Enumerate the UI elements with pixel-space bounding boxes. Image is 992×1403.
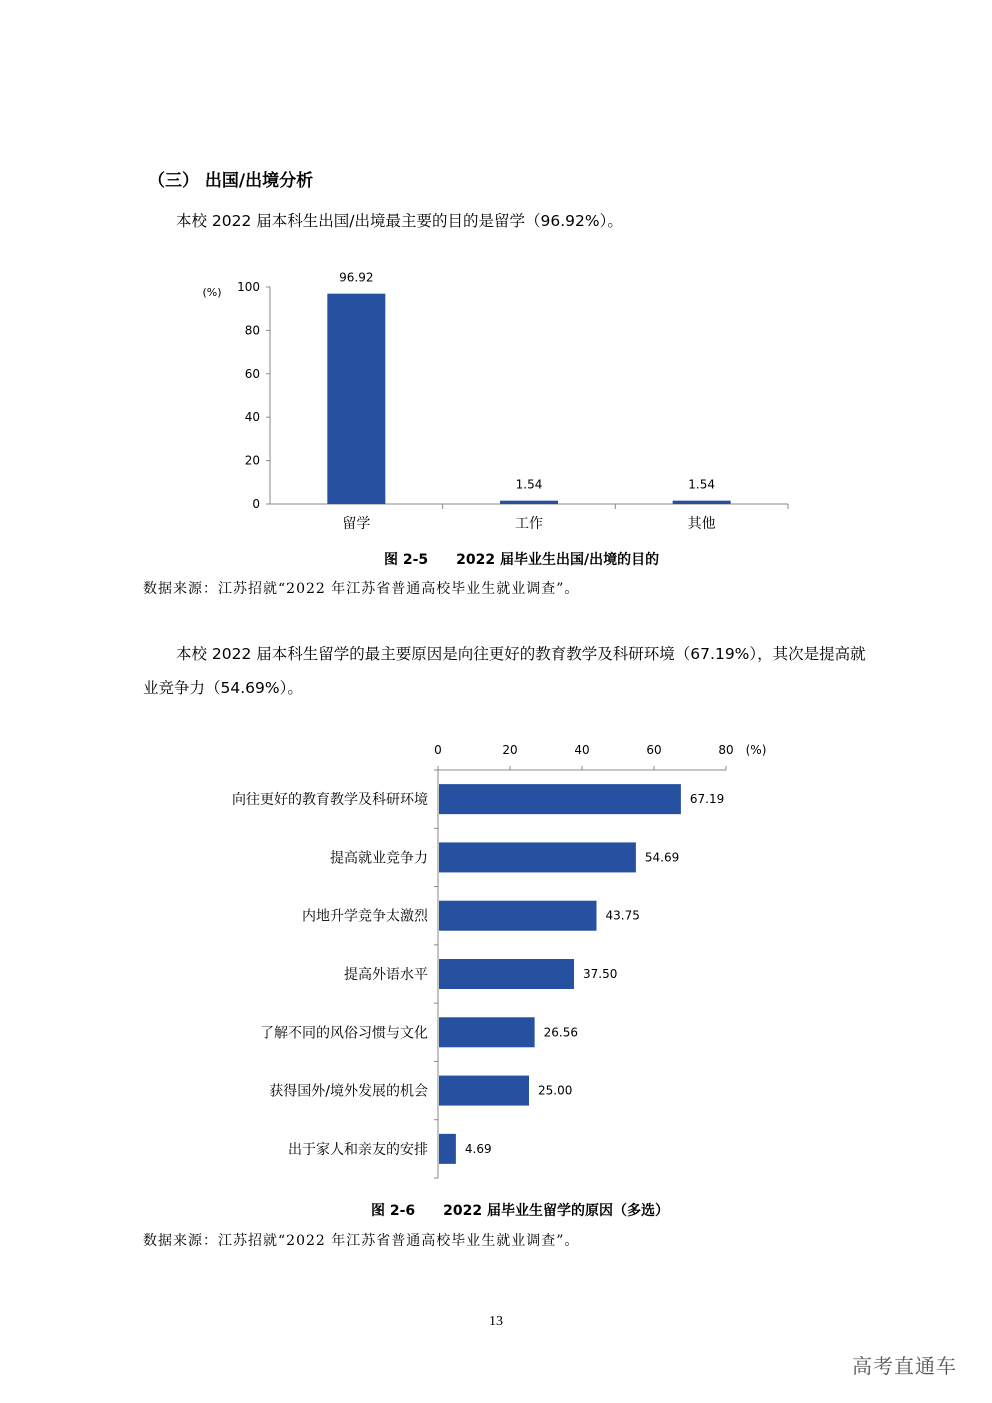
y-category-label: 提高就业竞争力 [330,850,428,867]
x-category-label: 留学 [342,516,371,532]
bar-2 [439,842,636,872]
y-category-label: 了解不同的风俗习惯与文化 [260,1025,428,1042]
y-tick-label: 100 [237,280,260,294]
watermark: 高考直通车 [852,1354,957,1378]
bar-2 [500,501,558,504]
bar-value-label: 37.50 [583,967,618,981]
x-category-label: 工作 [515,516,543,532]
bar-value-label: 67.19 [689,792,725,807]
data-source-2: 数据来源：江苏招就“2022 年江苏省普通高校毕业生就业调查”。 [143,1233,580,1249]
bar-1 [327,294,385,504]
bar-value-label: 1.54 [515,477,543,492]
bar-value-label: 96.92 [339,270,374,285]
y-category-label: 向往更好的教育教学及科研环境 [232,792,428,809]
bar-4 [439,959,574,989]
x-tick-label: 0 [434,743,442,757]
figure-caption-2-5: 图 2-5 2022 届毕业生出国/出境的目的 [384,552,660,568]
bar-value-label: 43.75 [605,908,640,923]
page-number: 13 [489,1314,503,1329]
chart-travel-purpose [202,271,788,532]
bar-value-label: 26.56 [543,1025,578,1040]
y-tick-label: 80 [244,323,260,338]
bar-6 [439,1076,529,1106]
y-tick-label: 0 [252,497,260,511]
bar-5 [439,1017,535,1047]
bar-3 [439,901,597,931]
x-unit-label: (%) [745,743,767,757]
x-category-label: 其他 [687,516,716,532]
y-tick-label: 60 [244,366,260,381]
bar-value-label: 54.69 [644,850,680,865]
section-title: （三） 出国/出境分析 [148,171,314,191]
x-tick-label: 40 [574,743,590,757]
y-tick-label: 40 [244,410,260,425]
bar-1 [439,784,681,814]
x-tick-label: 20 [502,743,518,757]
bar-value-label: 4.69 [464,1141,492,1156]
paragraph-1: 本校 2022 届本科生出国/出境最主要的目的是留学（96.92%）。 [176,212,623,230]
x-tick-label: 60 [646,743,662,757]
y-category-label: 获得国外/境外发展的机会 [269,1083,428,1100]
paragraph-2: 本校 2022 届本科生留学的最主要原因是向往更好的教育教学及科研环境（67.19%），其次是提高就业竞争力（54.69%）。 [143,645,866,697]
y-category-label: 提高外语水平 [344,967,428,983]
data-source-1: 数据来源：江苏招就“2022 年江苏省普通高校毕业生就业调查”。 [143,581,580,597]
y-unit-label: (%) [202,286,222,299]
figure-caption-2-6: 图 2-6 2022 届毕业生留学的原因（多选） [371,1203,670,1219]
bar-value-label: 1.54 [688,477,716,492]
x-tick-label: 80 [718,743,734,757]
y-tick-label: 20 [244,453,260,468]
bar-7 [439,1134,456,1164]
y-category-label: 出于家人和亲友的安排 [288,1141,428,1158]
y-category-label: 内地升学竞争太激烈 [302,908,428,925]
bar-value-label: 25.00 [538,1083,573,1098]
bar-3 [673,501,731,504]
chart-study-abroad-reasons [232,743,766,1178]
